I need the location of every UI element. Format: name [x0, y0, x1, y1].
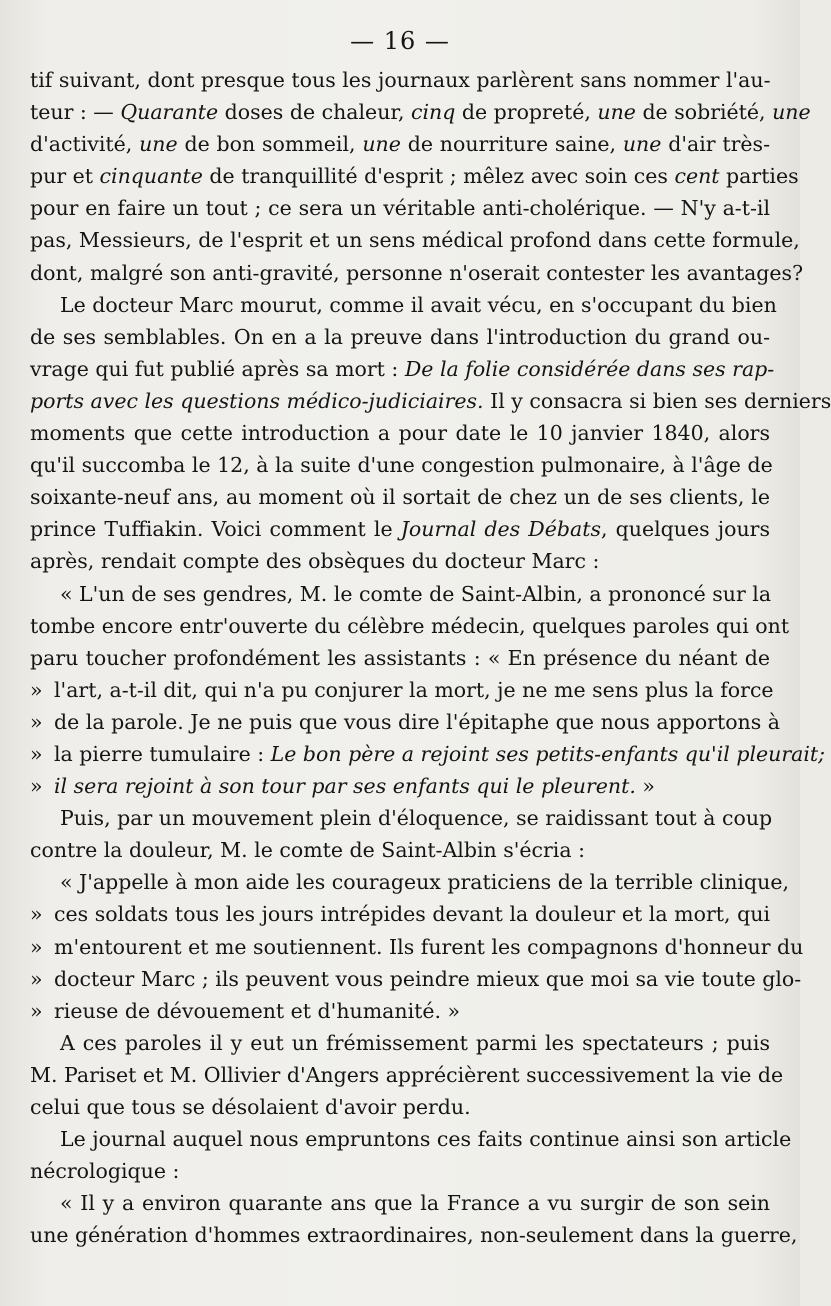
continuation-quote-mark: » — [30, 741, 43, 766]
italic-text: Journal des Débats — [400, 517, 601, 542]
text-line — [30, 642, 770, 674]
text-run: tombe encore entr'ouverte du célèbre médecin, quelques paroles qui ont — [30, 613, 790, 638]
italic-text: une — [622, 132, 662, 157]
text-run: de bon sommeil, — [177, 132, 363, 157]
text-line — [30, 224, 800, 256]
body-text — [30, 64, 831, 1251]
text-run: pas, Messieurs, de l'esprit et un sens médical profond dans cette formule, — [30, 228, 800, 253]
text-run: après, rendait compte des obsèques du docteur Marc : — [30, 549, 600, 574]
text-run: dont, malgré son anti-gravité, personne n'oserait contester les avantages? — [30, 260, 804, 285]
text-run: de la parole. Je ne puis que vous dire l'épitaphe que nous apportons à — [54, 709, 781, 734]
text-line — [30, 481, 770, 513]
continuation-quote-mark: » — [30, 902, 43, 927]
text-run: parties — [719, 164, 799, 189]
text-run: doses de chaleur, — [218, 100, 411, 125]
continuation-quote-mark: » — [30, 709, 43, 734]
text-run: l'art, a-t-il dit, qui n'a pu conjurer la mort, je ne me sens plus la force — [54, 677, 774, 702]
text-line — [30, 578, 770, 610]
text-line — [30, 706, 781, 738]
text-run: nécrologique : — [30, 1159, 180, 1184]
text-run: une génération d'hommes extraordinaires, non-seulement dans la guerre, — [30, 1223, 798, 1248]
text-run: rieuse de dévouement et d'humanité. » — [54, 998, 461, 1023]
text-line — [30, 770, 770, 802]
text-line — [30, 417, 770, 449]
text-run: m'entourent et me soutiennent. Ils furent les compagnons d'honneur du — [54, 934, 804, 959]
text-line — [30, 1155, 770, 1187]
text-line — [30, 995, 770, 1027]
text-run: de tranquillité d'esprit ; mêlez avec soin ces — [202, 164, 675, 189]
text-run: d'activité, — [30, 132, 140, 157]
text-line — [30, 545, 770, 577]
text-run: Puis, par un mouvement plein d'éloquence, se raidissant tout à coup — [60, 806, 773, 831]
text-line — [30, 160, 799, 192]
continuation-quote-mark: » — [30, 677, 43, 702]
continuation-quote-mark: » — [30, 966, 43, 991]
text-line — [30, 834, 770, 866]
text-run: A ces paroles il y eut un frémissement parmi les spectateurs ; puis — [60, 1030, 770, 1055]
text-line — [30, 64, 770, 96]
text-run: » — [635, 774, 655, 799]
text-run: moments que cette introduction a pour date le 10 janvier 1840, alors — [30, 421, 770, 446]
text-run: de propreté, — [455, 100, 598, 125]
text-run: « J'appelle à mon aide les courageux praticiens de la terrible clinique, — [60, 870, 789, 895]
text-run: prince Tuffiakin. Voici comment le — [30, 517, 401, 542]
text-run: paru toucher profondément les assistants : « En présence du néant de — [30, 645, 770, 670]
text-line — [30, 738, 826, 770]
italic-text: Le bon père a rejoint ses petits-enfants qu'il pleurait; — [270, 741, 826, 766]
text-line — [30, 192, 770, 224]
text-line — [30, 898, 770, 930]
text-run: Le docteur Marc mourut, comme il avait vécu, en s'occupant du bien — [60, 292, 777, 317]
text-run: « Il y a environ quarante ans que la France a vu surgir de son sein — [60, 1191, 770, 1216]
text-run: pur et — [30, 164, 100, 189]
text-run: , quelques jours — [600, 517, 770, 542]
text-line — [30, 289, 777, 321]
text-line — [30, 931, 804, 963]
italic-text: une — [772, 100, 811, 125]
text-run: celui que tous se désolaient d'avoir perdu. — [30, 1095, 471, 1119]
text-run: soixante-neuf ans, au moment où il sortait de chez un de ses clients, le — [30, 485, 770, 510]
text-run: teur : — — [30, 100, 121, 125]
italic-text: une — [362, 132, 401, 157]
text-run: Il y consacra si bien ses derniers — [483, 388, 831, 413]
page-number: — 16 — — [350, 27, 450, 55]
text-run: ces soldats tous les jours intrépides devant la douleur et la mort, qui — [54, 902, 770, 927]
text-line — [30, 674, 774, 706]
italic-text: cinq — [410, 100, 456, 125]
text-run: Le journal auquel nous empruntons ces faits continue ainsi son article — [60, 1127, 792, 1152]
text-line — [30, 610, 790, 642]
italic-text: ports avec les questions médico-judiciaires. — [30, 388, 484, 413]
text-run: contre la douleur, M. le comte de Saint-Albin s'écria : — [30, 838, 586, 863]
text-line — [30, 1027, 770, 1059]
italic-text: De la folie considérée dans ses rap- — [404, 356, 775, 381]
text-line — [30, 802, 773, 834]
italic-text: cinquante — [99, 164, 203, 189]
italic-text: cent — [674, 164, 720, 189]
text-line — [30, 963, 802, 995]
text-run: la pierre tumulaire : — [54, 741, 271, 766]
text-line — [30, 321, 770, 353]
text-line — [30, 96, 811, 128]
text-line — [30, 449, 773, 481]
text-run: M. Pariset et M. Ollivier d'Angers apprécièrent successivement la vie de — [30, 1062, 784, 1087]
text-run: de ses semblables. On en a la preuve dans l'introduction du grand ou- — [30, 324, 770, 349]
italic-text: il sera rejoint à son tour par ses enfants qui le pleurent. — [54, 774, 636, 799]
text-line — [30, 1059, 784, 1091]
text-line — [30, 257, 804, 289]
text-run: d'air très- — [661, 132, 770, 157]
text-line — [30, 1219, 798, 1251]
continuation-quote-mark: » — [30, 934, 43, 959]
text-run: de sobriété, — [635, 100, 773, 125]
text-line — [30, 385, 831, 417]
text-run: de nourriture saine, — [400, 132, 623, 157]
text-run: vrage qui fut publié après sa mort : — [30, 356, 405, 381]
continuation-quote-mark: » — [30, 774, 43, 799]
italic-text: Quarante — [120, 100, 219, 125]
text-line — [30, 353, 775, 385]
italic-text: une — [139, 132, 178, 157]
text-line — [30, 1091, 770, 1123]
text-run: tif suivant, dont presque tous les journaux parlèrent sans nommer l'au- — [30, 68, 771, 92]
italic-text: une — [597, 100, 636, 125]
text-line — [30, 128, 770, 160]
text-run: pour en faire un tout ; ce sera un véritable anti-cholérique. — N'y a-t-il — [30, 196, 770, 221]
continuation-quote-mark: » — [30, 998, 43, 1023]
text-run: docteur Marc ; ils peuvent vous peindre mieux que moi sa vie toute glo- — [54, 966, 802, 991]
text-line — [30, 1187, 770, 1219]
text-line — [30, 866, 789, 898]
text-run: « L'un de ses gendres, M. le comte de Saint-Albin, a prononcé sur la — [60, 581, 772, 606]
text-line — [30, 1123, 792, 1155]
text-run: qu'il succomba le 12, à la suite d'une congestion pulmonaire, à l'âge de — [30, 453, 773, 478]
text-line — [30, 513, 770, 545]
